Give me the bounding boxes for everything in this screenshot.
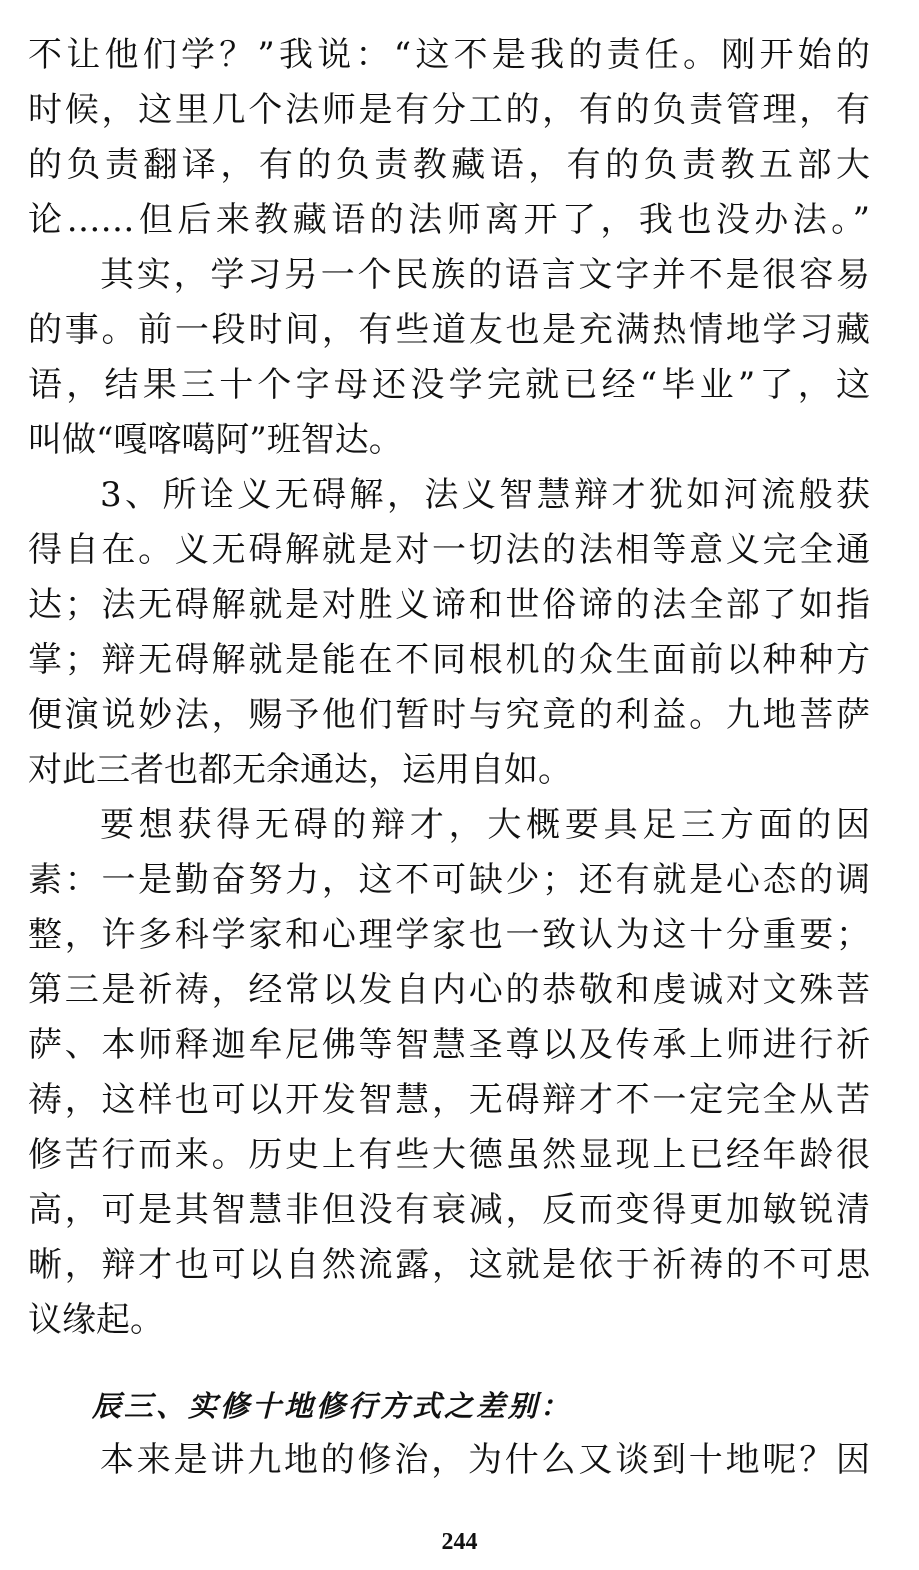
- page-number: 244: [441, 1529, 478, 1555]
- paragraph-2-line-3: 语，结果三十个字母还没学完就已经“毕业”了，这: [28, 365, 870, 405]
- paragraph-3-line-1: 3、所诠义无碍解，法义智慧辩才犹如河流般获: [100, 475, 870, 515]
- paragraph-4-line-10: 议缘起。: [28, 1300, 164, 1340]
- paragraph-1-line-4: 论……但后来教藏语的法师离开了，我也没办法。”: [28, 200, 870, 240]
- paragraph-3-line-2: 得自在。义无碍解就是对一切法的法相等意义完全通: [28, 530, 870, 570]
- paragraph-4-line-9: 晰，辩才也可以自然流露，这就是依于祈祷的不可思: [28, 1245, 870, 1285]
- paragraph-2-line-4: 叫做“嘎喀噶阿”班智达。: [28, 420, 403, 460]
- paragraph-1-line-3: 的负责翻译，有的负责教藏语，有的负责教五部大: [28, 145, 870, 185]
- paragraph-3-line-4: 掌；辩无碍解就是能在不同根机的众生面前以种种方: [28, 640, 870, 680]
- paragraph-4-line-1: 要想获得无碍的辩才，大概要具足三方面的因: [100, 805, 870, 845]
- paragraph-4-line-3: 整，许多科学家和心理学家也一致认为这十分重要；: [28, 915, 870, 955]
- paragraph-2-line-1: 其实，学习另一个民族的语言文字并不是很容易: [100, 255, 870, 295]
- paragraph-1-line-1: 不让他们学？”我说：“这不是我的责任。刚开始的: [28, 35, 870, 75]
- paragraph-4-line-6: 祷，这样也可以开发智慧，无碍辩才不一定完全从苦: [28, 1080, 870, 1120]
- paragraph-4-line-8: 高，可是其智慧非但没有衰减，反而变得更加敏锐清: [28, 1190, 870, 1230]
- paragraph-1-line-2: 时候，这里几个法师是有分工的，有的负责管理，有: [28, 90, 870, 130]
- paragraph-4-line-7: 修苦行而来。历史上有些大德虽然显现上已经年龄很: [28, 1135, 870, 1175]
- paragraph-4-line-4: 第三是祈祷，经常以发自内心的恭敬和虔诚对文殊菩: [28, 970, 870, 1010]
- paragraph-3-line-5: 便演说妙法，赐予他们暂时与究竟的利益。九地菩萨: [28, 695, 870, 735]
- paragraph-2-line-2: 的事。前一段时间，有些道友也是充满热情地学习藏: [28, 310, 870, 350]
- section-heading: 辰三、实修十地修行方式之差别：: [92, 1389, 573, 1423]
- paragraph-4-line-2: 素：一是勤奋努力，这不可缺少；还有就是心态的调: [28, 860, 870, 900]
- paragraph-3-line-3: 达；法无碍解就是对胜义谛和世俗谛的法全部了如指: [28, 585, 870, 625]
- paragraph-3-line-6: 对此三者也都无余通达，运用自如。: [28, 750, 572, 790]
- paragraph-4-line-5: 萨、本师释迦牟尼佛等智慧圣尊以及传承上师进行祈: [28, 1025, 870, 1065]
- final-paragraph-line-1: 本来是讲九地的修治，为什么又谈到十地呢？因: [100, 1440, 870, 1480]
